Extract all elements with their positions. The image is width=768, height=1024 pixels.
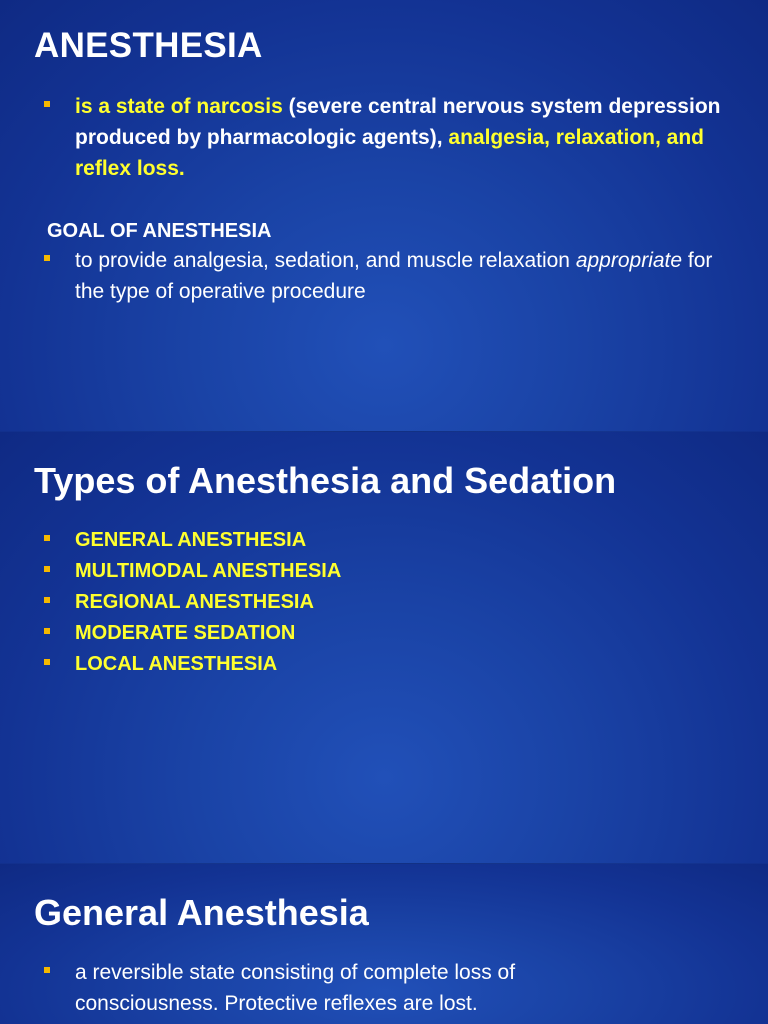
types-list	[44, 525, 341, 680]
type-item: LOCAL ANESTHESIA	[75, 653, 278, 675]
bullet-marker	[44, 659, 50, 665]
definition-highlight-1: is a state of narcosis	[75, 95, 283, 118]
bullet-marker	[44, 967, 50, 973]
goal-text	[75, 245, 744, 307]
bullet-marker	[44, 255, 50, 261]
general-text: a reversible state consisting of complete loss of consciousness. Protective reflexes are lost.	[75, 961, 516, 1015]
goal-heading: GOAL OF ANESTHESIA	[47, 220, 272, 242]
list-item	[44, 618, 341, 649]
type-item: MODERATE SEDATION	[75, 622, 296, 644]
list-item	[44, 587, 341, 618]
slide-anesthesia	[0, 0, 768, 432]
definition-plain: (severe central nervous system depression produced by pharmacologic agents),	[75, 95, 721, 149]
slide-title-general: General Anesthesia	[34, 892, 369, 933]
list-item	[44, 525, 341, 556]
definition-bullet	[44, 91, 744, 184]
definition-text	[75, 91, 744, 184]
bullet-marker	[44, 101, 50, 107]
definition-highlight-2: analgesia, relaxation, and reflex loss.	[75, 126, 705, 180]
list-item	[44, 556, 341, 587]
bullet-marker	[44, 597, 50, 603]
slide-title-anesthesia: ANESTHESIA	[34, 26, 263, 65]
general-bullet	[44, 957, 604, 1019]
goal-text-italic: appropriate	[575, 249, 683, 272]
goal-text-2: for the type of operative procedure	[75, 249, 713, 303]
bullet-marker	[44, 566, 50, 572]
type-item: MULTIMODAL ANESTHESIA	[75, 560, 342, 582]
goal-text-1: to provide analgesia, sedation, and muscle relaxation	[75, 249, 576, 272]
type-item: REGIONAL ANESTHESIA	[75, 591, 314, 613]
bullet-marker	[44, 535, 50, 541]
goal-bullet	[44, 245, 744, 307]
bullet-marker	[44, 628, 50, 634]
type-item: GENERAL ANESTHESIA	[75, 529, 307, 551]
slide-title-types: Types of Anesthesia and Sedation	[34, 460, 617, 501]
list-item	[44, 649, 341, 680]
